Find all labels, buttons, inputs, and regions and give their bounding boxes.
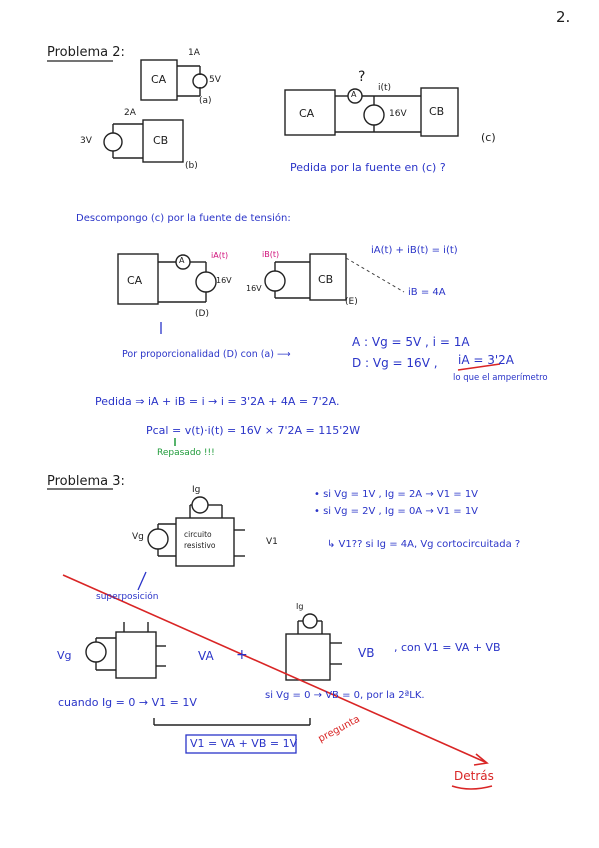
circuit-b-source-icon [104,133,122,151]
p3-line1: • si Vg = 1V , Ig = 2A → V1 = 1V [314,489,479,500]
decomposed-ammeter-label: A [179,256,185,265]
circuit-b-box-label: CB [153,134,169,147]
detras-note: Detrás [454,769,494,783]
case-a: A : Vg = 5V , i = 1A [352,335,470,349]
decomposed-left-voltage: 16V [216,276,232,285]
page-number: 2. [556,8,571,26]
sup-va-label: VA [198,649,214,663]
decomposed-right-voltage: 16V [246,284,262,293]
circuit-c-source-icon [364,105,384,125]
decomposed-right-box-label: CB [318,273,334,286]
p3-line3: ↳ V1?? si Ig = 4A, Vg cortocircuitada ? [327,539,521,550]
pedida-equation: Pedida ⇒ iA + iB = i → i = 3'2A + 4A = 7'2A. [95,395,340,408]
sup-right-box [286,634,330,680]
circuit-a-voltage: 5V [209,75,221,85]
circuit-a-source-icon [193,74,207,88]
p3-line2: • si Vg = 2V , Ig = 0A → V1 = 1V [314,506,479,517]
decompose-text: Descompongo (c) por la fuente de tensión: [76,213,291,224]
sup-current-source-icon [303,614,317,628]
boxed-result: V1 = VA + VB = 1V [190,737,298,750]
circuit-a-current: 1A [188,48,200,58]
circuit-c-box-a-label: CA [299,107,315,120]
p3-box-line1: circuito [184,530,212,539]
p3-source-label: Ig [192,485,201,495]
decomposed-right-source-icon [265,271,285,291]
p3-vg-label: Vg [132,532,144,542]
decomposed-left-label: (D) [195,309,209,319]
p3-current-source-icon [192,497,208,513]
connector-arrow-icon [346,258,404,292]
circuit-c-question: ? [358,69,366,85]
sup-plus-sign: + [236,647,248,663]
p3-box-line2: resistivo [184,541,216,550]
circuit-a-box-label: CA [151,73,167,86]
circuit-c-ammeter-label: A [351,90,357,99]
circuit-b-label: (b) [185,161,198,171]
condition-2: si Vg = 0 → VB = 0, por la 2ªLK. [265,690,425,701]
ammeter-note: lo que el amperímetro [453,373,548,383]
circuit-c-box-b-label: CB [429,105,445,118]
question-c: Pedida por la fuente en (c) ? [290,161,446,174]
pcal-equation: Pcal = v(t)·i(t) = 16V × 7'2A = 115'2W [146,424,361,437]
sup-vb-label: VB [358,646,375,660]
superposition-arrow-icon [138,572,146,590]
decomposed-left-box-label: CA [127,274,143,287]
p3-vg-source-icon [148,529,168,549]
sum-equation: iA(t) + iB(t) = i(t) [371,245,458,256]
condition-1: cuando Ig = 0 → V1 = 1V [58,696,197,709]
case-d: D : Vg = 16V , [352,356,438,370]
case-d-current: iA = 3'2A [458,353,515,367]
pregunta-note: pregunta [316,713,362,745]
circuit-c-label: (c) [481,131,496,144]
repaso-note: Repasado !!! [157,448,215,458]
proportionality-text: Por proporcionalidad (D) con (a) ⟶ [122,349,291,360]
circuit-b-voltage: 3V [80,136,92,146]
decomposed-right-label: (E) [345,297,358,307]
p3-output-label: V1 [266,537,278,547]
superposition-label: superposición [96,592,159,602]
problem-3-title: Problema 3: [47,474,125,489]
decomposed-left-source-icon [196,272,216,292]
sup-equation: , con V1 = VA + VB [394,641,501,654]
decomposed-right-current: iB(t) [262,250,280,259]
ib-equation: iB = 4A [408,287,446,298]
decomposed-left-current: iA(t) [211,251,229,260]
problem-2-title: Problema 2: [47,45,125,60]
circuit-c-voltage: 16V [389,109,407,119]
sup-vg-source-icon [86,642,106,662]
circuit-c-current: i(t) [378,83,392,93]
sup-vg-label: Vg [57,649,72,662]
circuit-b-current: 2A [124,108,136,118]
sup-left-box [116,632,156,678]
cross-out-line [63,575,485,762]
detras-underline [452,786,492,789]
circuit-a-label: (a) [199,96,212,106]
sup-ig-label: Ig [296,602,304,611]
